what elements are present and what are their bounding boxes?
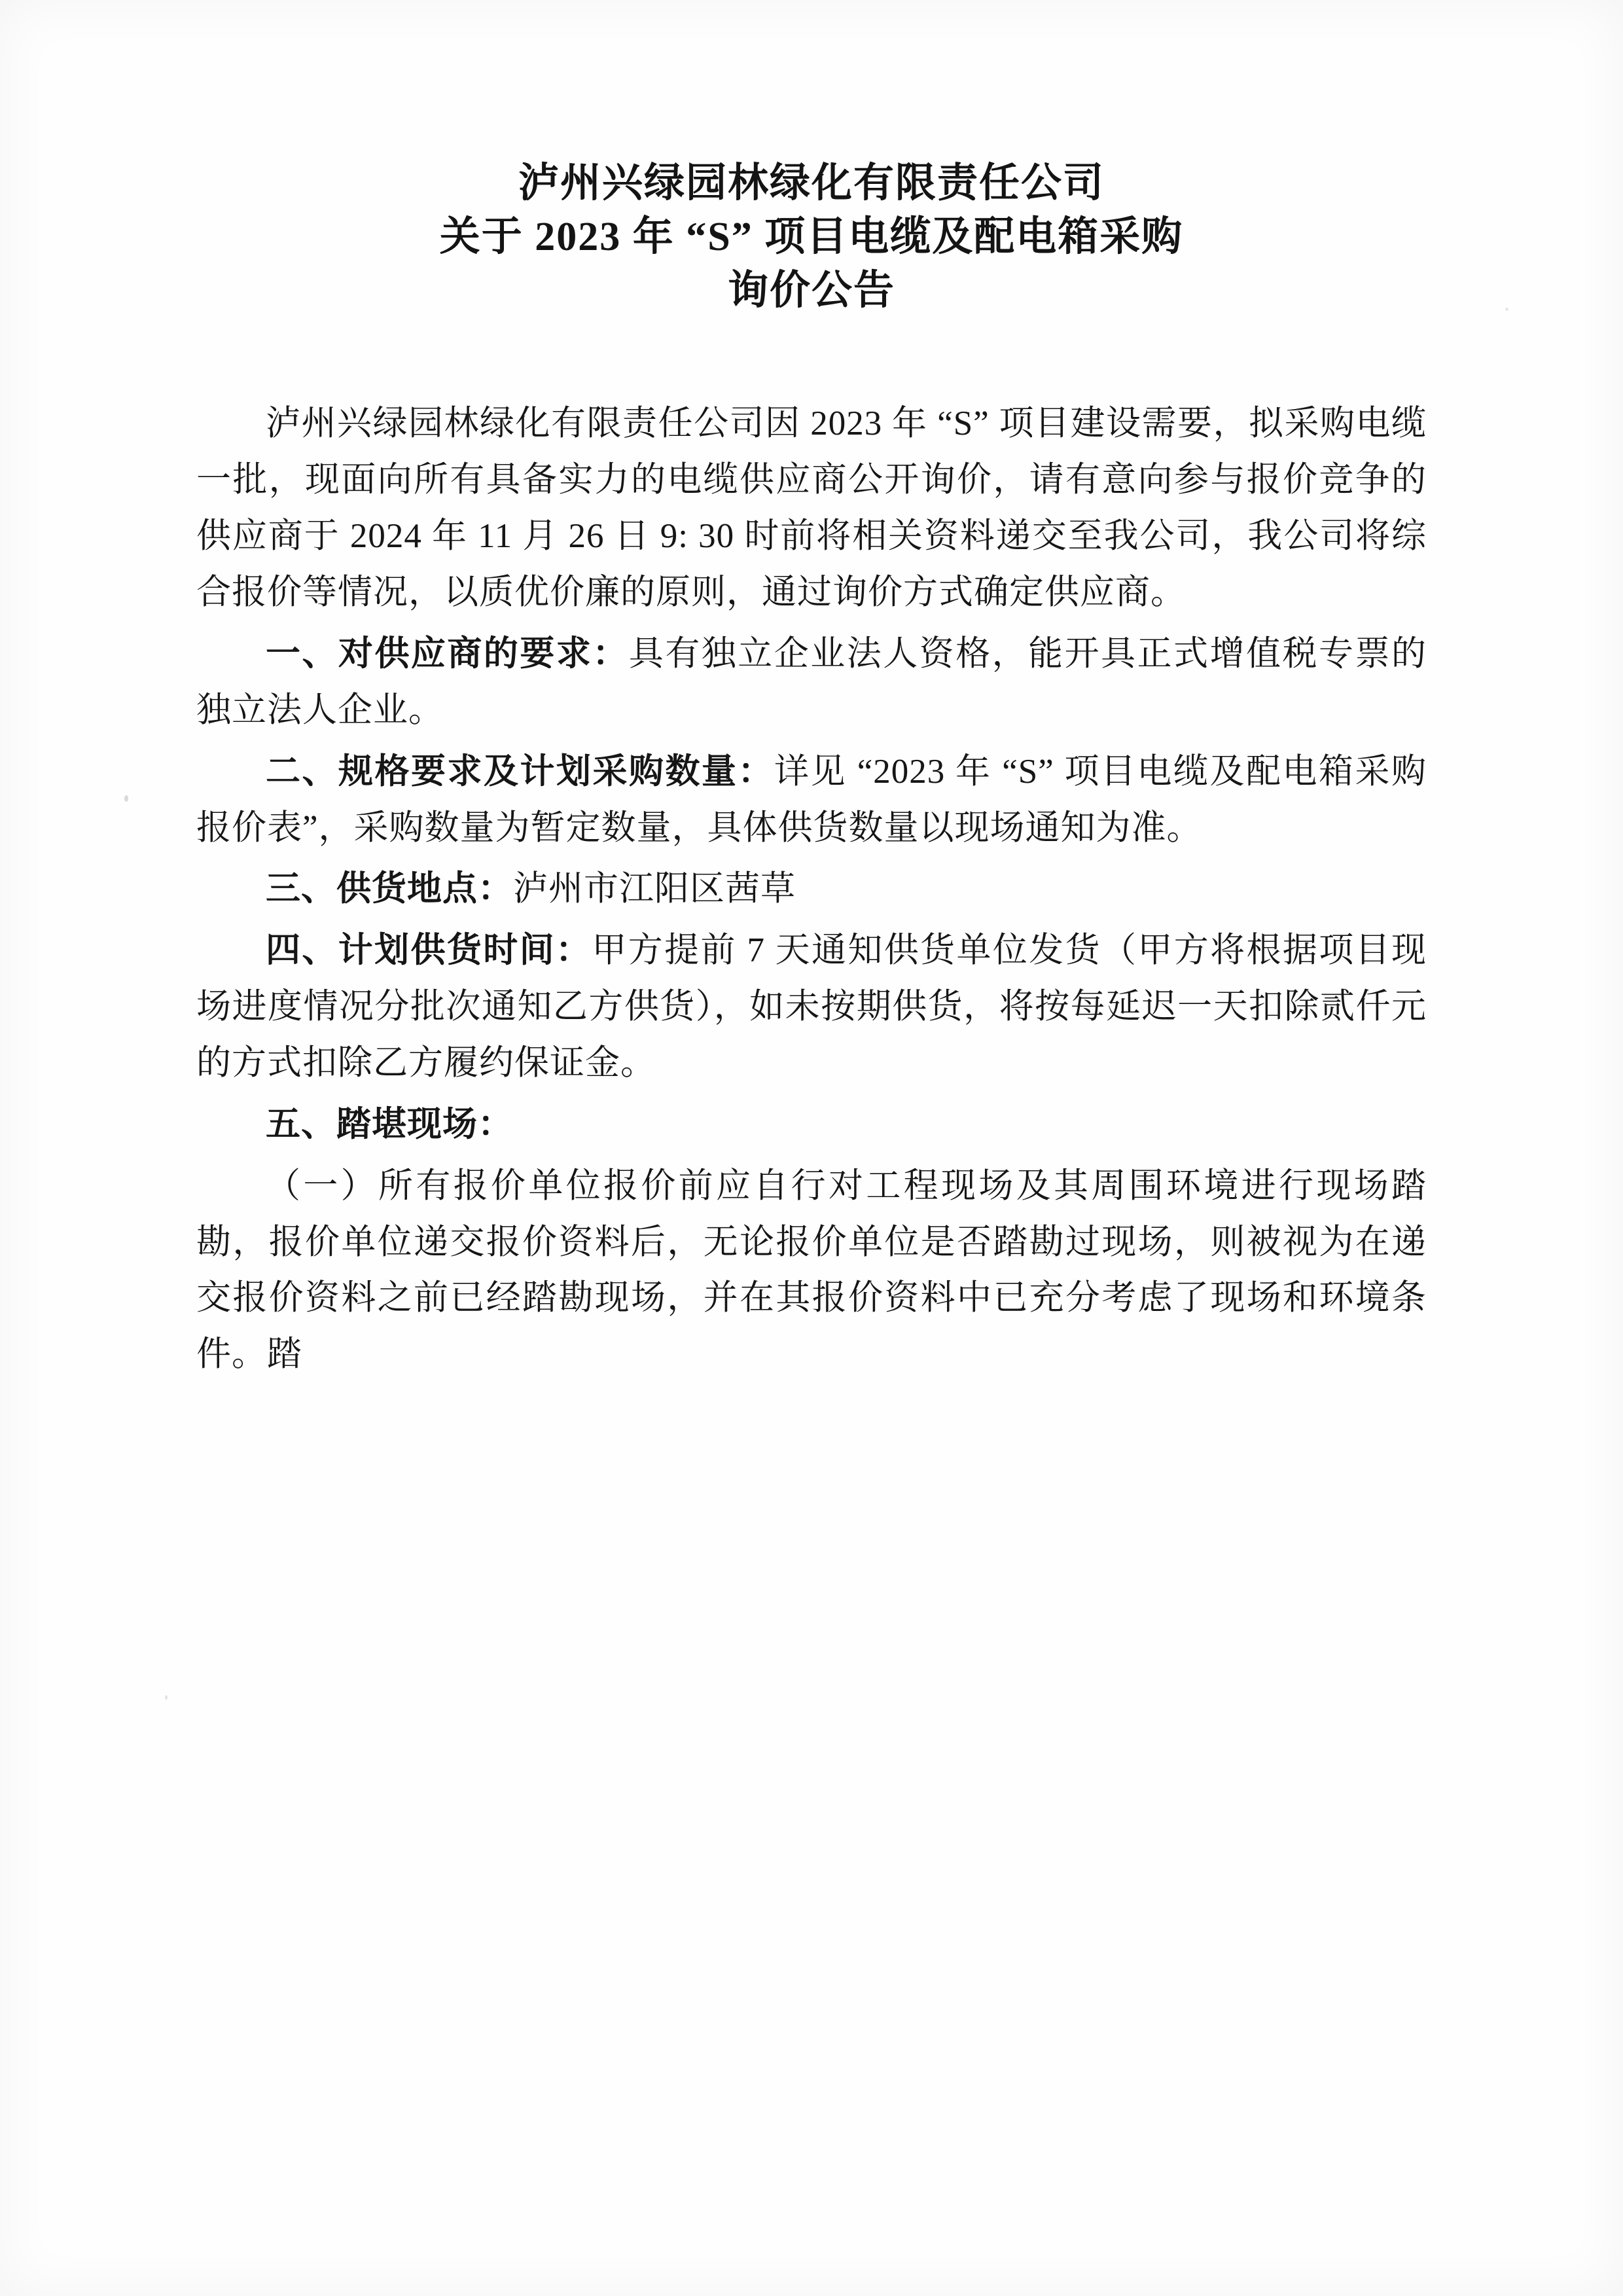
section-three-heading: 三、供货地点： bbox=[266, 870, 513, 908]
section-four-text: 甲方提前 7 天通知供货单位发货（甲方将根据项目现场进度情况分批次通知乙方供货），如未按期供货，将按每延迟一天扣除贰仟元的方式扣除乙方履约保证金。 bbox=[196, 931, 1427, 1082]
section-five-site-survey bbox=[196, 1097, 1427, 1153]
section-three-delivery-location bbox=[196, 861, 1427, 918]
section-five-item-one-text: （一）所有报价单位报价前应自行对工程现场及其周围环境进行现场踏勘，报价单位递交报价资料后，无论报价单位是否踏勘过现场，则被视为在递交报价资料之前已经踏勘现场，并在其报价资料中已充分考虑了现场和环境条件。踏 bbox=[196, 1166, 1427, 1374]
title-line-3: 询价公告 bbox=[727, 268, 895, 313]
section-five-heading: 五、踏堪现场： bbox=[266, 1105, 513, 1143]
document-body bbox=[196, 157, 1427, 1388]
intro-paragraph-text: 泸州兴绿园林绿化有限责任公司因 2023 年 “S” 项目建设需要，拟采购电缆一批，现面向所有具备实力的电缆供应商公开询价，请有意向参与报价竞争的供应商于 2024 年 11 月 26 日 9: 30 时前将相关资料递交至我公司，我公司将综合报价等情况，以质优价廉的原则，通过询价方式确定供应商。 bbox=[196, 404, 1427, 612]
section-one-supplier-requirements bbox=[196, 626, 1427, 739]
section-four-heading: 四、计划供货时间： bbox=[266, 931, 592, 970]
scan-speck bbox=[165, 1695, 168, 1700]
section-one-text: 具有独立企业法人资格，能开具正式增值税专票的独立法人企业。 bbox=[196, 634, 1427, 729]
section-two-heading: 二、规格要求及计划采购数量： bbox=[266, 752, 774, 791]
document-title bbox=[196, 157, 1427, 317]
section-two-specifications bbox=[196, 744, 1427, 857]
intro-paragraph bbox=[196, 396, 1427, 620]
scan-speck bbox=[124, 795, 128, 802]
title-line-2: 关于 2023 年 “S” 项目电缆及配电箱采购 bbox=[439, 214, 1184, 259]
section-five-item-one bbox=[196, 1158, 1427, 1383]
section-one-heading: 一、对供应商的要求： bbox=[266, 634, 629, 673]
section-three-text: 泸州市江阳区茜草 bbox=[513, 870, 796, 908]
section-four-delivery-schedule bbox=[196, 923, 1427, 1092]
scan-speck bbox=[1505, 308, 1508, 311]
title-line-1: 泸州兴绿园林绿化有限责任公司 bbox=[518, 161, 1105, 206]
section-two-text: 详见 “2023 年 “S” 项目电缆及配电箱采购报价表”，采购数量为暂定数量，具体供货数量以现场通知为准。 bbox=[196, 752, 1427, 847]
